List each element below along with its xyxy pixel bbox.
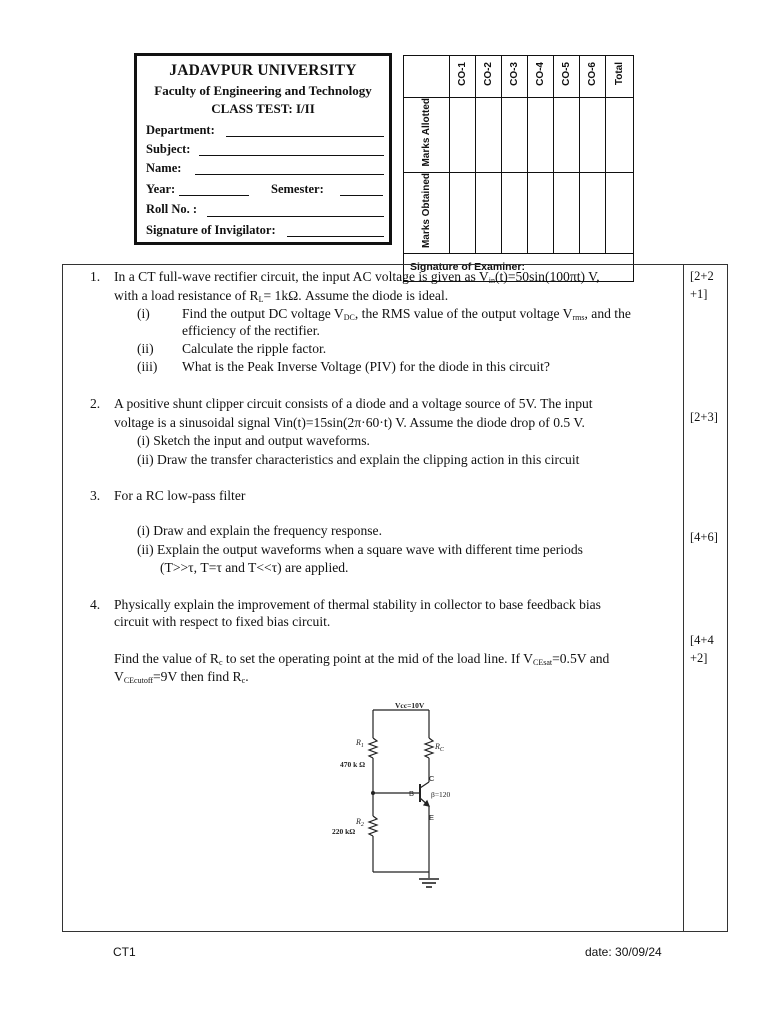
rc-label: $R_C$ (435, 742, 444, 753)
year-label: Year: (146, 182, 176, 196)
marks-allocation: +1] (690, 287, 708, 301)
r2-resistor (369, 816, 377, 836)
university-info-box (134, 53, 392, 245)
faculty-name: Faculty of Engineering and Technology (154, 83, 372, 98)
test-title: CLASS TEST: I/II (211, 101, 315, 116)
q2-sub-text: (i) Sketch the input and output waveforms. (137, 433, 370, 448)
marks-allocation: +2] (690, 651, 708, 665)
question-number: 4. (90, 597, 101, 612)
q1-sub-label: (ii) (137, 341, 154, 356)
q3-sub-text: (i) Draw and explain the frequency response. (137, 523, 382, 538)
col-header: CO-2 (476, 56, 502, 98)
footer-date: date: 30/09/24 (585, 945, 662, 959)
col-header: CO-3 (502, 56, 528, 98)
q1-sub-text: efficiency of the rectifier. (182, 323, 320, 338)
question-number: 3. (90, 488, 101, 503)
vcc-label: Vcc=10V (395, 701, 425, 710)
marks-column-divider (683, 264, 684, 932)
q4-line: $V_{CEcutoff}=9V$ then find $R_c$. (114, 669, 249, 685)
q4-line: Find the value of $R_c$ to set the operating point at the mid of the load line. If $V_{CEsat}=0.5V$ and (114, 651, 610, 667)
q1-line: with a load resistance of $R_L= 1k\Omega$. Assume the diode is ideal. (114, 288, 449, 304)
marks-allocation: [2+3] (690, 410, 718, 424)
marks-cell[interactable] (450, 172, 476, 253)
q1-sub-text: Find the output DC voltage $V_{DC}$, the RMS value of the output voltage $V_{rms}$, and the (182, 306, 631, 322)
q2-line: A positive shunt clipper circuit consists of a diode and a voltage source of 5V. The input (114, 396, 593, 411)
rc-resistor (425, 738, 433, 758)
roll-blank[interactable] (207, 216, 384, 217)
base-label: B (409, 789, 415, 798)
marks-allocation: [4+6] (690, 530, 718, 544)
transistor-collector (420, 782, 429, 788)
marks-cell[interactable] (606, 172, 634, 253)
roll-label: Roll No. : (146, 202, 198, 216)
semester-label: Semester: (271, 182, 324, 196)
marks-cell[interactable] (476, 172, 502, 253)
subject-blank[interactable] (199, 155, 384, 156)
q3-sub-text: (ii) Explain the output waveforms when a square wave with different time periods (137, 542, 583, 557)
marks-cell[interactable] (476, 98, 502, 173)
r2-value: 220 kΩ (332, 827, 356, 836)
r1-value: 470 k Ω (340, 760, 366, 769)
marks-cell[interactable] (528, 172, 554, 253)
name-blank[interactable] (195, 174, 384, 175)
col-header: CO-5 (554, 56, 580, 98)
q1-sub-label: (iii) (137, 359, 158, 374)
marks-cell[interactable] (502, 98, 528, 173)
beta-label: β=120 (431, 790, 451, 799)
col-header: Total (606, 56, 634, 98)
question-number: 1. (90, 269, 101, 284)
question-number: 2. (90, 396, 101, 411)
year-blank[interactable] (179, 195, 249, 196)
q1-sub-text: What is the Peak Inverse Voltage (PIV) for the diode in this circuit? (182, 359, 550, 374)
marks-cell[interactable] (554, 172, 580, 253)
r1-label: $R_1$ (356, 738, 364, 749)
q1-sub-label: (i) (137, 306, 150, 321)
marks-cell[interactable] (528, 98, 554, 173)
row-header-obtained: Marks Obtained (404, 172, 450, 253)
r2-label: $R_2$ (356, 817, 364, 828)
q4-line: Physically explain the improvement of thermal stability in collector to base feedback bias (114, 597, 601, 612)
marks-cell[interactable] (580, 172, 606, 253)
collector-label: C (429, 774, 435, 783)
semester-blank[interactable] (340, 195, 383, 196)
department-blank[interactable] (226, 136, 384, 137)
invigilator-label: Signature of Invigilator: (146, 223, 276, 237)
r1-resistor (369, 738, 377, 758)
q1-line: In a CT full-wave rectifier circuit, the input AC voltage is given as $V_{in}(t)=50\sin(100\pi t)$ V, (114, 269, 600, 285)
emitter-label: E (429, 813, 435, 822)
q3-sub-text: (T>>τ, T=τ and T<<τ) are applied. (160, 560, 349, 575)
subject-label: Subject: (146, 142, 191, 156)
col-header: CO-6 (580, 56, 606, 98)
marks-cell[interactable] (606, 98, 634, 173)
row-header-allotted: Marks Allotted (404, 98, 450, 173)
marks-allocation: [4+4 (690, 633, 714, 647)
col-header: CO-1 (450, 56, 476, 98)
q2-line: voltage is a sinusoidal signal Vin(t)=15sin(2π·60·t) V. Assume the diode drop of 0.5 V. (114, 415, 585, 430)
marks-table (403, 55, 634, 282)
marks-cell[interactable] (450, 98, 476, 173)
bias-circuit-diagram (325, 698, 465, 894)
marks-cell[interactable] (554, 98, 580, 173)
department-label: Department: (146, 123, 215, 137)
name-label: Name: (146, 161, 182, 175)
invigilator-blank[interactable] (287, 236, 384, 237)
marks-cell[interactable] (580, 98, 606, 173)
footer-code: CT1 (113, 945, 136, 959)
examiner-signature[interactable]: Signature of Examiner: (404, 253, 634, 281)
col-header: CO-4 (528, 56, 554, 98)
q4-line: circuit with respect to fixed bias circuit. (114, 614, 331, 629)
q1-sub-text: Calculate the ripple factor. (182, 341, 327, 356)
q3-line: For a RC low-pass filter (114, 488, 246, 503)
marks-cell[interactable] (502, 172, 528, 253)
university-name: JADAVPUR UNIVERSITY (169, 62, 357, 79)
q2-sub-text: (ii) Draw the transfer characteristics and explain the clipping action in this circuit (137, 452, 580, 467)
marks-allocation: [2+2 (690, 269, 714, 283)
